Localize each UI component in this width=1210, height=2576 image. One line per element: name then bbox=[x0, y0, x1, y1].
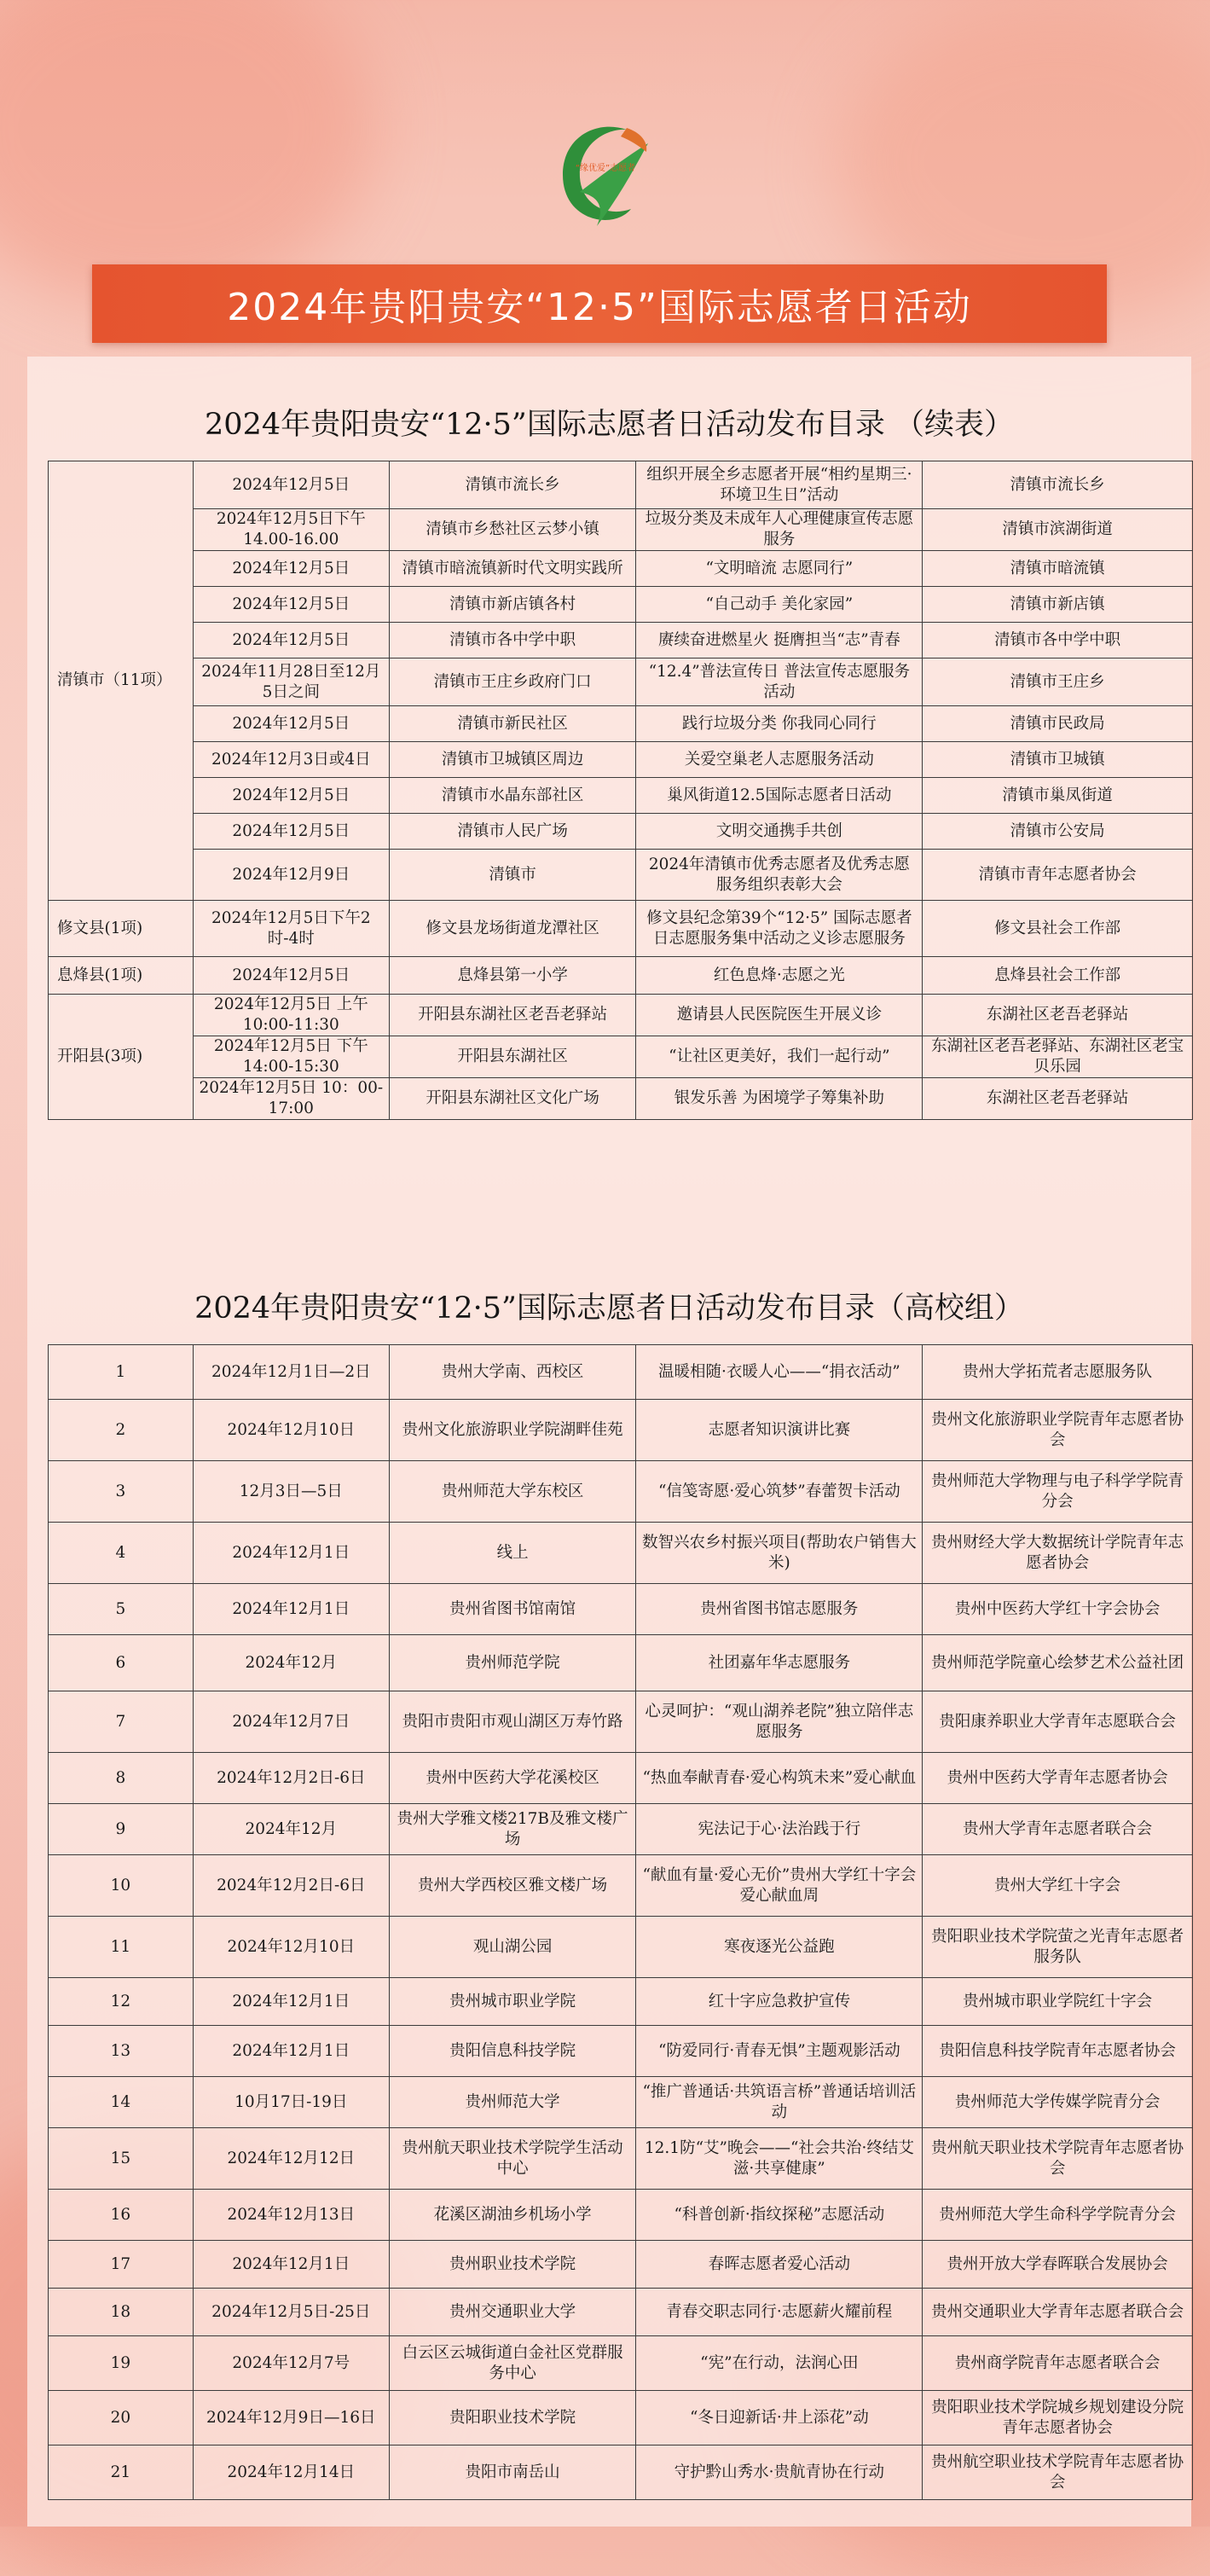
organizer-cell: 清镇市各中学中职 bbox=[923, 623, 1193, 659]
index-cell: 16 bbox=[49, 2190, 194, 2241]
index-cell: 11 bbox=[49, 1917, 194, 1978]
organizer-cell: 贵州财经大学大数据统计学院青年志愿者协会 bbox=[923, 1523, 1193, 1584]
activity-cell: “冬日迎新话·井上添花”动 bbox=[636, 2391, 923, 2445]
organizer-cell: 贵州交通职业大学青年志愿者联合会 bbox=[923, 2289, 1193, 2336]
activity-cell: 社团嘉年华志愿服务 bbox=[636, 1635, 923, 1691]
activity-cell: “让社区更美好，我们一起行动” bbox=[636, 1036, 923, 1078]
table-row bbox=[49, 509, 1193, 551]
organizer-cell: 贵州大学拓荒者志愿服务队 bbox=[923, 1345, 1193, 1400]
location-cell: 贵州师范大学 bbox=[389, 2077, 636, 2128]
activity-cell: 修文县纪念第39个“12·5” 国际志愿者日志愿服务集中活动之义诊志愿服务 bbox=[636, 901, 923, 957]
organizer-cell: 贵阳职业技术学院萤之光青年志愿者服务队 bbox=[923, 1917, 1193, 1978]
date-cell: 2024年12月9日—16日 bbox=[193, 2391, 389, 2445]
location-cell: 开阳县东湖社区老吾老驿站 bbox=[389, 995, 636, 1036]
organizer-cell: 清镇市流长乡 bbox=[923, 461, 1193, 509]
organizer-cell: 东湖社区老吾老驿站、东湖社区老宝贝乐园 bbox=[923, 1036, 1193, 1078]
table-row bbox=[49, 2289, 1193, 2336]
location-cell: 线上 bbox=[389, 1523, 636, 1584]
date-cell: 2024年12月7号 bbox=[193, 2336, 389, 2391]
table-row bbox=[49, 551, 1193, 587]
date-cell: 2024年12月5日 10：00-17:00 bbox=[193, 1078, 389, 1120]
date-cell: 2024年12月14日 bbox=[193, 2445, 389, 2500]
date-cell: 2024年12月3日或4日 bbox=[193, 742, 389, 778]
date-cell: 2024年12月5日 上午10:00-11:30 bbox=[193, 995, 389, 1036]
location-cell: 贵州大学西校区雅文楼广场 bbox=[389, 1855, 636, 1917]
location-cell: 贵州文化旅游职业学院湖畔佳苑 bbox=[389, 1400, 636, 1461]
index-cell: 8 bbox=[49, 1753, 194, 1804]
activity-cell: 数智兴农乡村振兴项目(帮助农户销售大米) bbox=[636, 1523, 923, 1584]
index-cell: 2 bbox=[49, 1400, 194, 1461]
location-cell: 贵州中医药大学花溪校区 bbox=[389, 1753, 636, 1804]
table-row bbox=[49, 2336, 1193, 2391]
organizer-cell: 清镇市暗流镇 bbox=[923, 551, 1193, 587]
location-cell: 修文县龙场街道龙潭社区 bbox=[389, 901, 636, 957]
activity-cell: 春晖志愿者爱心活动 bbox=[636, 2241, 923, 2289]
index-cell: 5 bbox=[49, 1584, 194, 1635]
organizer-cell: 清镇市新店镇 bbox=[923, 587, 1193, 623]
table-row bbox=[49, 957, 1193, 995]
activity-cell: 银发乐善 为困境学子筹集补助 bbox=[636, 1078, 923, 1120]
date-cell: 2024年12月7日 bbox=[193, 1691, 389, 1753]
activity-cell: 邀请县人民医院医生开展义诊 bbox=[636, 995, 923, 1036]
location-cell: 贵州城市职业学院 bbox=[389, 1978, 636, 2026]
organizer-cell: 贵州文化旅游职业学院青年志愿者协会 bbox=[923, 1400, 1193, 1461]
activity-cell: 贵州省图书馆志愿服务 bbox=[636, 1584, 923, 1635]
organizer-cell: 清镇市公安局 bbox=[923, 814, 1193, 850]
table-row bbox=[49, 659, 1193, 706]
date-cell: 2024年12月2日-6日 bbox=[193, 1855, 389, 1917]
activity-table-continued bbox=[48, 461, 1193, 1120]
organizer-cell: 贵州师范大学生命科学学院青分会 bbox=[923, 2190, 1193, 2241]
date-cell: 2024年12月5日 下午14:00-15:30 bbox=[193, 1036, 389, 1078]
activity-cell: 文明交通携手共创 bbox=[636, 814, 923, 850]
organizer-cell: 贵阳职业技术学院城乡规划建设分院青年志愿者协会 bbox=[923, 2391, 1193, 2445]
activity-table-universities bbox=[48, 1344, 1193, 2500]
table-row bbox=[49, 814, 1193, 850]
date-cell: 2024年12月5日下午14.00-16.00 bbox=[193, 509, 389, 551]
table-row bbox=[49, 1691, 1193, 1753]
organizer-cell: 清镇市巢凤街道 bbox=[923, 778, 1193, 814]
location-cell: 清镇市卫城镇区周边 bbox=[389, 742, 636, 778]
activity-cell: “防爱同行·青春无惧”主题观影活动 bbox=[636, 2026, 923, 2077]
date-cell: 2024年12月1日 bbox=[193, 2026, 389, 2077]
organizer-cell: 贵州开放大学春晖联合发展协会 bbox=[923, 2241, 1193, 2289]
organizer-cell: 清镇市王庄乡 bbox=[923, 659, 1193, 706]
section2-title: 2024年贵阳贵安“12·5”国际志愿者日活动发布目录（高校组） bbox=[194, 1291, 1024, 1326]
activity-cell: 赓续奋进燃星火 挺膺担当“志”青春 bbox=[636, 623, 923, 659]
location-cell: 清镇市新民社区 bbox=[389, 706, 636, 742]
index-cell: 15 bbox=[49, 2128, 194, 2190]
location-cell: 贵阳职业技术学院 bbox=[389, 2391, 636, 2445]
county-cell: 修文县(1项) bbox=[49, 901, 194, 957]
index-cell: 12 bbox=[49, 1978, 194, 2026]
organizer-cell: 贵州师范学院童心绘梦艺术公益社团 bbox=[923, 1635, 1193, 1691]
location-cell: 贵州职业技术学院 bbox=[389, 2241, 636, 2289]
table-row bbox=[49, 623, 1193, 659]
activity-cell: 宪法记于心·法治践于行 bbox=[636, 1804, 923, 1855]
index-cell: 3 bbox=[49, 1461, 194, 1523]
location-cell: 花溪区湖油乡机场小学 bbox=[389, 2190, 636, 2241]
organizer-cell: 贵州航天职业技术学院青年志愿者协会 bbox=[923, 2128, 1193, 2190]
table-row bbox=[49, 2241, 1193, 2289]
location-cell: 贵阳市贵阳市观山湖区万寿竹路 bbox=[389, 1691, 636, 1753]
date-cell: 2024年12月13日 bbox=[193, 2190, 389, 2241]
date-cell: 2024年11月28日至12月5日之间 bbox=[193, 659, 389, 706]
location-cell: 贵阳信息科技学院 bbox=[389, 2026, 636, 2077]
table-row bbox=[49, 2128, 1193, 2190]
location-cell: 白云区云城街道白金社区党群服务中心 bbox=[389, 2336, 636, 2391]
organizer-cell: 贵州大学青年志愿者联合会 bbox=[923, 1804, 1193, 1855]
organizer-cell: 清镇市卫城镇 bbox=[923, 742, 1193, 778]
activity-cell: 心灵呵护：“观山湖养老院”独立陪伴志愿服务 bbox=[636, 1691, 923, 1753]
organizer-cell: 清镇市滨湖街道 bbox=[923, 509, 1193, 551]
table-row bbox=[49, 1855, 1193, 1917]
date-cell: 2024年12月2日-6日 bbox=[193, 1753, 389, 1804]
organizer-cell: 贵州大学红十字会 bbox=[923, 1855, 1193, 1917]
location-cell: 清镇市水晶东部社区 bbox=[389, 778, 636, 814]
index-cell: 17 bbox=[49, 2241, 194, 2289]
date-cell: 12月3日—5日 bbox=[193, 1461, 389, 1523]
location-cell: 清镇市流长乡 bbox=[389, 461, 636, 509]
activity-cell: “自己动手 美化家园” bbox=[636, 587, 923, 623]
location-cell: 观山湖公园 bbox=[389, 1917, 636, 1978]
index-cell: 10 bbox=[49, 1855, 194, 1917]
activity-cell: 关爱空巢老人志愿服务活动 bbox=[636, 742, 923, 778]
date-cell: 2024年12月5日 bbox=[193, 778, 389, 814]
index-cell: 18 bbox=[49, 2289, 194, 2336]
table-row bbox=[49, 850, 1193, 901]
organizer-cell: 东湖社区老吾老驿站 bbox=[923, 1078, 1193, 1120]
date-cell: 2024年12月5日下午2时-4时 bbox=[193, 901, 389, 957]
date-cell: 2024年12月5日 bbox=[193, 587, 389, 623]
location-cell: 贵州省图书馆南馆 bbox=[389, 1584, 636, 1635]
table-row bbox=[49, 1635, 1193, 1691]
date-cell: 2024年12月1日 bbox=[193, 2241, 389, 2289]
table-row bbox=[49, 995, 1193, 1036]
index-cell: 20 bbox=[49, 2391, 194, 2445]
activity-cell: 践行垃圾分类 你我同心同行 bbox=[636, 706, 923, 742]
activity-cell: 垃圾分类及未成年人心理健康宣传志愿服务 bbox=[636, 509, 923, 551]
location-cell: 贵州大学雅文楼217B及雅文楼广场 bbox=[389, 1804, 636, 1855]
activity-cell: “推广普通话·共筑语言桥”普通话培训活动 bbox=[636, 2077, 923, 2128]
location-cell: 贵州师范大学东校区 bbox=[389, 1461, 636, 1523]
activity-cell: 红色息烽·志愿之光 bbox=[636, 957, 923, 995]
county-cell: 开阳县(3项) bbox=[49, 995, 194, 1120]
date-cell: 2024年12月5日 bbox=[193, 957, 389, 995]
date-cell: 2024年12月1日—2日 bbox=[193, 1345, 389, 1400]
organizer-cell: 贵州中医药大学青年志愿者协会 bbox=[923, 1753, 1193, 1804]
activity-cell: “宪”在行动，法润心田 bbox=[636, 2336, 923, 2391]
location-cell: 贵州大学南、西校区 bbox=[389, 1345, 636, 1400]
county-cell: 息烽县(1项) bbox=[49, 957, 194, 995]
date-cell: 2024年12月 bbox=[193, 1804, 389, 1855]
location-cell: 清镇市各中学中职 bbox=[389, 623, 636, 659]
location-cell: 息烽县第一小学 bbox=[389, 957, 636, 995]
index-cell: 1 bbox=[49, 1345, 194, 1400]
organizer-cell: 贵州师范大学传媒学院青分会 bbox=[923, 2077, 1193, 2128]
date-cell: 2024年12月1日 bbox=[193, 1584, 389, 1635]
table-row bbox=[49, 2026, 1193, 2077]
table-row bbox=[49, 901, 1193, 957]
table-row bbox=[49, 1584, 1193, 1635]
date-cell: 2024年12月10日 bbox=[193, 1400, 389, 1461]
table-row bbox=[49, 2445, 1193, 2500]
date-cell: 2024年12月 bbox=[193, 1635, 389, 1691]
activity-cell: “信笺寄愿·爱心筑梦”春蕾贺卡活动 bbox=[636, 1461, 923, 1523]
table-row bbox=[49, 706, 1193, 742]
table-row bbox=[49, 778, 1193, 814]
location-cell: 贵州航天职业技术学院学生活动中心 bbox=[389, 2128, 636, 2190]
table-row bbox=[49, 1461, 1193, 1523]
organizer-cell: 修文县社会工作部 bbox=[923, 901, 1193, 957]
activity-cell: 12.1防“艾”晚会——“社会共治·终结艾滋·共享健康” bbox=[636, 2128, 923, 2190]
location-cell: 贵州交通职业大学 bbox=[389, 2289, 636, 2336]
table-row bbox=[49, 1978, 1193, 2026]
organizer-cell: 贵州中医药大学红十字会协会 bbox=[923, 1584, 1193, 1635]
activity-cell: “文明暗流 志愿同行” bbox=[636, 551, 923, 587]
index-cell: 21 bbox=[49, 2445, 194, 2500]
organizer-cell: 清镇市青年志愿者协会 bbox=[923, 850, 1193, 901]
date-cell: 2024年12月5日 bbox=[193, 814, 389, 850]
organizer-cell: 东湖社区老吾老驿站 bbox=[923, 995, 1193, 1036]
table-row bbox=[49, 1400, 1193, 1461]
date-cell: 2024年12月5日 bbox=[193, 706, 389, 742]
date-cell: 10月17日-19日 bbox=[193, 2077, 389, 2128]
location-cell: 清镇市乡愁社区云梦小镇 bbox=[389, 509, 636, 551]
date-cell: 2024年12月10日 bbox=[193, 1917, 389, 1978]
activity-cell: 红十字应急救护宣传 bbox=[636, 1978, 923, 2026]
activity-cell: “科普创新·指纹探秘”志愿活动 bbox=[636, 2190, 923, 2241]
organizer-cell: 贵州师范大学物理与电子科学学院青分会 bbox=[923, 1461, 1193, 1523]
table-row bbox=[49, 1753, 1193, 1804]
activity-cell: 巢风街道12.5国际志愿者日活动 bbox=[636, 778, 923, 814]
activity-cell: 志愿者知识演讲比赛 bbox=[636, 1400, 923, 1461]
table-row bbox=[49, 1804, 1193, 1855]
date-cell: 2024年12月12日 bbox=[193, 2128, 389, 2190]
activity-cell: 寒夜逐光公益跑 bbox=[636, 1917, 923, 1978]
index-cell: 9 bbox=[49, 1804, 194, 1855]
location-cell: 开阳县东湖社区 bbox=[389, 1036, 636, 1078]
activity-cell: “热血奉献青春·爱心构筑未来”爱心献血 bbox=[636, 1753, 923, 1804]
activity-cell: “12.4”普法宣传日 普法宣传志愿服务活动 bbox=[636, 659, 923, 706]
location-cell: 贵州师范学院 bbox=[389, 1635, 636, 1691]
activity-cell: “献血有量·爱心无价”贵州大学红十字会爱心献血周 bbox=[636, 1855, 923, 1917]
content-panel bbox=[27, 357, 1191, 2527]
organizer-cell: 贵州城市职业学院红十字会 bbox=[923, 1978, 1193, 2026]
index-cell: 6 bbox=[49, 1635, 194, 1691]
organizer-cell: 贵阳康养职业大学青年志愿联合会 bbox=[923, 1691, 1193, 1753]
section1-title: 2024年贵阳贵安“12·5”国际志愿者日活动发布目录 （续表） bbox=[205, 408, 1014, 442]
activity-cell: 温暖相随·衣暖人心——“捐衣活动” bbox=[636, 1345, 923, 1400]
organizer-cell: 贵州商学院青年志愿者联合会 bbox=[923, 2336, 1193, 2391]
date-cell: 2024年12月5日 bbox=[193, 623, 389, 659]
table-row bbox=[49, 742, 1193, 778]
table-row bbox=[49, 1345, 1193, 1400]
organizer-cell: 息烽县社会工作部 bbox=[923, 957, 1193, 995]
table-row bbox=[49, 2190, 1193, 2241]
activity-cell: 青春交职志同行·志愿薪火耀前程 bbox=[636, 2289, 923, 2336]
index-cell: 4 bbox=[49, 1523, 194, 1584]
location-cell: 清镇市人民广场 bbox=[389, 814, 636, 850]
index-cell: 7 bbox=[49, 1691, 194, 1753]
date-cell: 2024年12月1日 bbox=[193, 1523, 389, 1584]
location-cell: 清镇市王庄乡政府门口 bbox=[389, 659, 636, 706]
index-cell: 19 bbox=[49, 2336, 194, 2391]
location-cell: 贵阳市南岳山 bbox=[389, 2445, 636, 2500]
table-row bbox=[49, 1078, 1193, 1120]
date-cell: 2024年12月9日 bbox=[193, 850, 389, 901]
index-cell: 14 bbox=[49, 2077, 194, 2128]
activity-cell: 守护黔山秀水·贵航青协在行动 bbox=[636, 2445, 923, 2500]
svg-text:“缘优爱”志愿者: “缘优爱”志愿者 bbox=[575, 164, 636, 173]
location-cell: 清镇市暗流镇新时代文明实践所 bbox=[389, 551, 636, 587]
date-cell: 2024年12月5日 bbox=[193, 461, 389, 509]
volunteer-logo bbox=[546, 111, 665, 239]
table-row bbox=[49, 1036, 1193, 1078]
date-cell: 2024年12月1日 bbox=[193, 1978, 389, 2026]
table-row bbox=[49, 1523, 1193, 1584]
location-cell: 清镇市新店镇各村 bbox=[389, 587, 636, 623]
background-glow bbox=[0, 0, 375, 307]
organizer-cell: 贵阳信息科技学院青年志愿者协会 bbox=[923, 2026, 1193, 2077]
table-row bbox=[49, 587, 1193, 623]
date-cell: 2024年12月5日-25日 bbox=[193, 2289, 389, 2336]
county-cell: 清镇市（11项） bbox=[49, 461, 194, 901]
activity-cell: 组织开展全乡志愿者开展“相约星期三·环境卫生日”活动 bbox=[636, 461, 923, 509]
location-cell: 开阳县东湖社区文化广场 bbox=[389, 1078, 636, 1120]
organizer-cell: 贵州航空职业技术学院青年志愿者协会 bbox=[923, 2445, 1193, 2500]
table-row bbox=[49, 2077, 1193, 2128]
table-row bbox=[49, 461, 1193, 509]
index-cell: 13 bbox=[49, 2026, 194, 2077]
table-row bbox=[49, 1917, 1193, 1978]
location-cell: 清镇市 bbox=[389, 850, 636, 901]
activity-cell: 2024年清镇市优秀志愿者及优秀志愿服务组织表彰大会 bbox=[636, 850, 923, 901]
organizer-cell: 清镇市民政局 bbox=[923, 706, 1193, 742]
page-banner-title: 2024年贵阳贵安“12·5”国际志愿者日活动 bbox=[92, 264, 1107, 343]
table-row bbox=[49, 2391, 1193, 2445]
date-cell: 2024年12月5日 bbox=[193, 551, 389, 587]
